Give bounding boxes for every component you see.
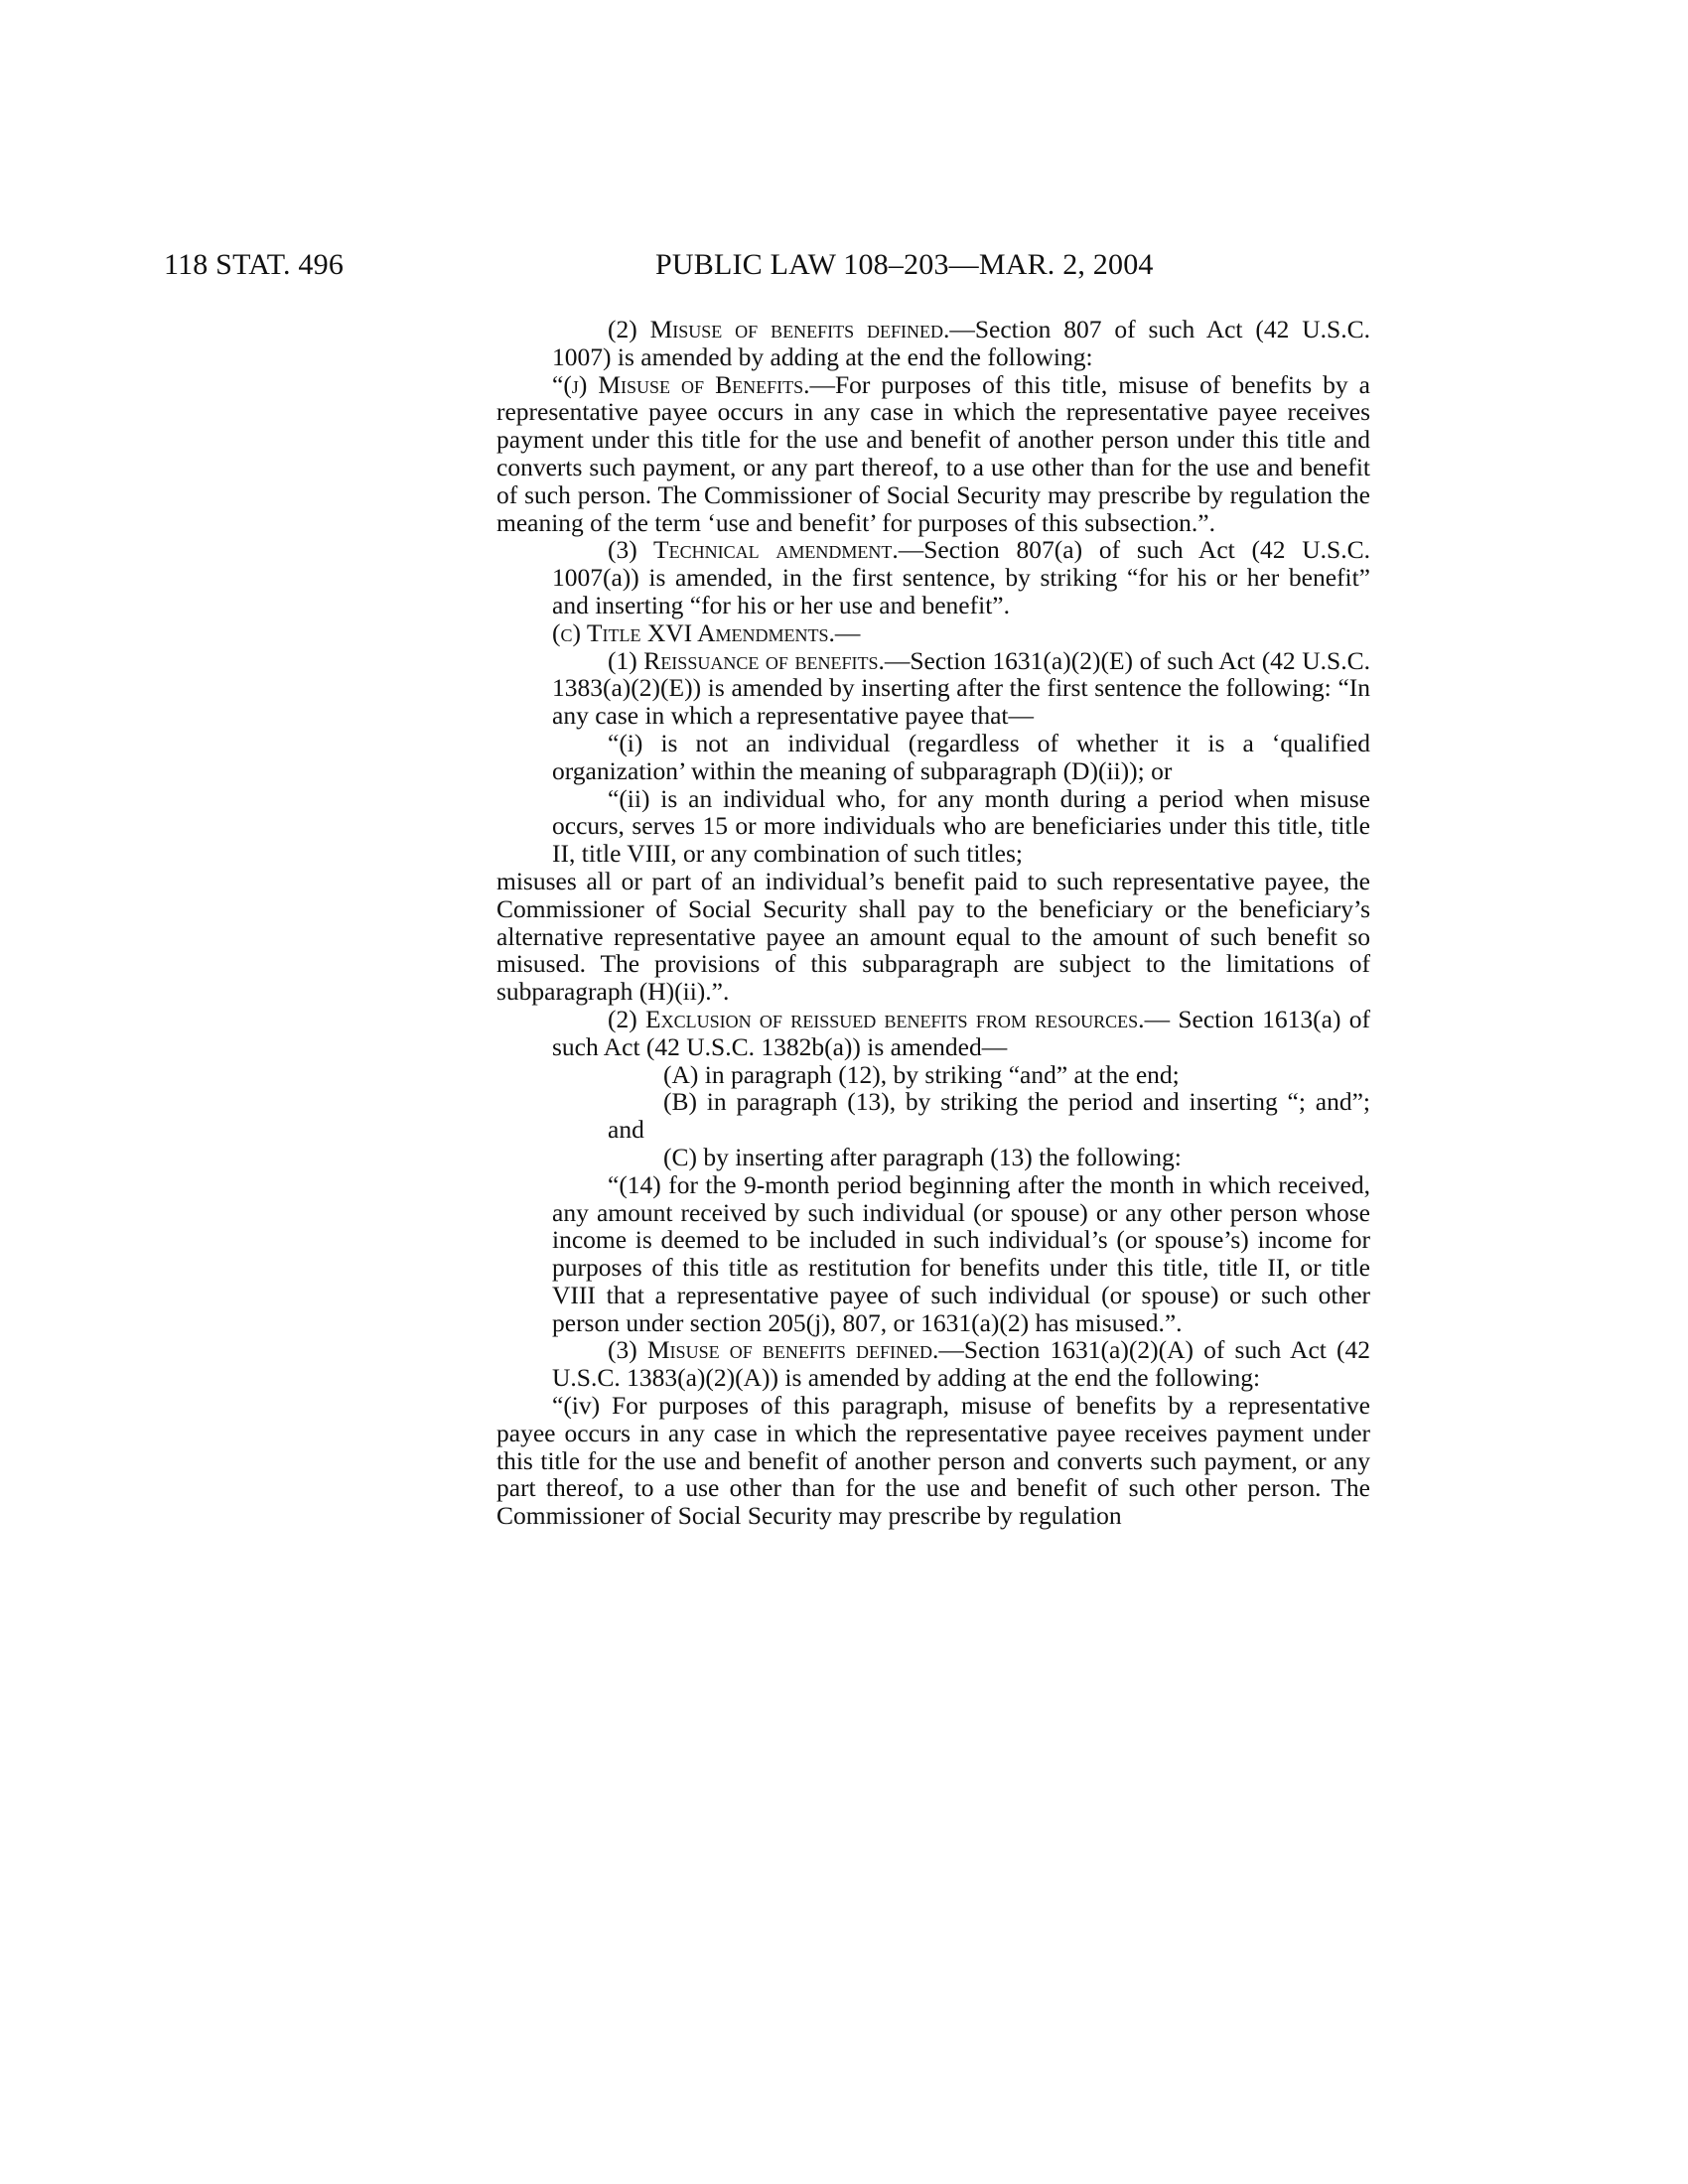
paragraph-text: —Section 1631(a)(2)(A) of such Act (42 U.S.C. 1383(a)(2)(A)) is amended by adding at the end the following:	[552, 1335, 1370, 1393]
paragraph-text: “(i) is not an individual (regardless of whether it is a ‘qualified organization’ within the meaning of subparagraph (D)(ii)); or	[552, 728, 1370, 785]
paragraph-c1	[496, 647, 1370, 730]
paragraph-text: —For purposes of this title, misuse of benefits by a representative payee occurs in any case in which the representative payee receives payment under this title for the use and benefit of another person under this title and converts such payment, or any part thereof, to a use other than for the use and benefit of such person. The Commissioner of Social Security may prescribe by regulation the meaning of the term ‘use and benefit’ for purposes of this subsection.”.	[496, 369, 1370, 537]
paragraph-quoted-clause-iv	[496, 1392, 1370, 1530]
paragraph-c3	[496, 1336, 1370, 1392]
paragraph-text: “(ii) is an individual who, for any month during a period when misuse occurs, serves 15 or more individuals who are beneficiaries under this title, title II, title VIII, or any combination of such titles;	[552, 783, 1370, 869]
paragraph-text: (A) in paragraph (12), by striking “and” at the end;	[663, 1059, 1180, 1089]
paragraph-c2-b	[496, 1088, 1370, 1144]
paragraph-heading: (2) Exclusion of reissued benefits from resources.	[608, 1004, 1145, 1033]
paragraph-c-heading	[496, 619, 1370, 647]
paragraph-heading: (3) Technical amendment.	[608, 535, 899, 565]
paragraph-text: (C) by inserting after paragraph (13) the following:	[663, 1142, 1182, 1171]
paragraph-text: — Section 1613(a) of such Act (42 U.S.C. 1382b(a)) is amended—	[552, 1004, 1370, 1061]
paragraph-heading: (1) Reissuance of benefits.	[608, 645, 885, 675]
paragraph-text: —	[834, 617, 861, 647]
paragraph-quoted-14	[496, 1171, 1370, 1337]
paragraph-heading: (2) Misuse of benefits defined.	[608, 315, 950, 343]
paragraph-text: “(iv) For purposes of this paragraph, misuse of benefits by a representative payee occurs in any case in which the representative payee receives payment under this title for the use and benefit of another person and converts such payment, or any part thereof, to a use other than for the use and benefit of such other person. The Commissioner of Social Security may prescribe by regulation	[496, 1391, 1370, 1531]
paragraph-text: —Section 1631(a)(2)(E) of such Act (42 U.S.C. 1383(a)(2)(E)) is amended by inserting after the first sentence the following: “In any case in which a representative payee that—	[552, 645, 1370, 731]
paragraph-heading: (3) Misuse of benefits defined.	[608, 1335, 939, 1365]
paragraph-text: “(14) for the 9-month period beginning after the month in which received, any amount received by such individual (or spouse) or any other person whose income is deemed to be included in such individual’s (or spouse’s) income for purposes of this title as restitution for benefits under this title, title II, or title VIII that a representative payee of such individual (or spouse) or such other person under section 205(j), 807, or 1631(a)(2) has misused.”.	[552, 1169, 1370, 1337]
paragraph-clause-i	[496, 730, 1370, 785]
statute-citation: 118 STAT. 496	[164, 248, 345, 281]
body-text	[496, 316, 1370, 1530]
paragraph-c2-c	[496, 1144, 1370, 1171]
paragraph-c2-a	[496, 1061, 1370, 1089]
paragraph-c1-continuation	[496, 868, 1370, 1006]
paragraph-c2	[496, 1006, 1370, 1061]
paragraph-clause-ii	[496, 785, 1370, 868]
paragraph-heading: (c) Title XVI Amendments.	[552, 617, 835, 647]
paragraph-text: —Section 807(a) of such Act (42 U.S.C. 1007(a)) is amended, in the first sentence, by striking “for his or her benefit” and inserting “for his or her use and benefit”.	[552, 535, 1370, 619]
page-title: PUBLIC LAW 108–203—MAR. 2, 2004	[655, 248, 1154, 281]
paragraph-heading: “(j) Misuse of Benefits.	[552, 369, 810, 399]
paragraph-text: misuses all or part of an individual’s benefit paid to such representative payee, the Commissioner of Social Security shall pay to the beneficiary or the beneficiary’s alternative representative payee an amount equal to the amount of such benefit so misused. The provisions of this subparagraph are subject to the limitations of subparagraph (H)(ii).”.	[496, 866, 1370, 1007]
paragraph-text: (B) in paragraph (13), by striking the period and inserting “; and”; and	[608, 1087, 1370, 1145]
paragraph-quoted-subsection-j	[496, 371, 1370, 537]
paragraph-b3	[496, 536, 1370, 618]
paragraph-text: —Section 807 of such Act (42 U.S.C. 1007) is amended by adding at the end the following:	[552, 315, 1370, 371]
paragraph-b2	[496, 316, 1370, 371]
